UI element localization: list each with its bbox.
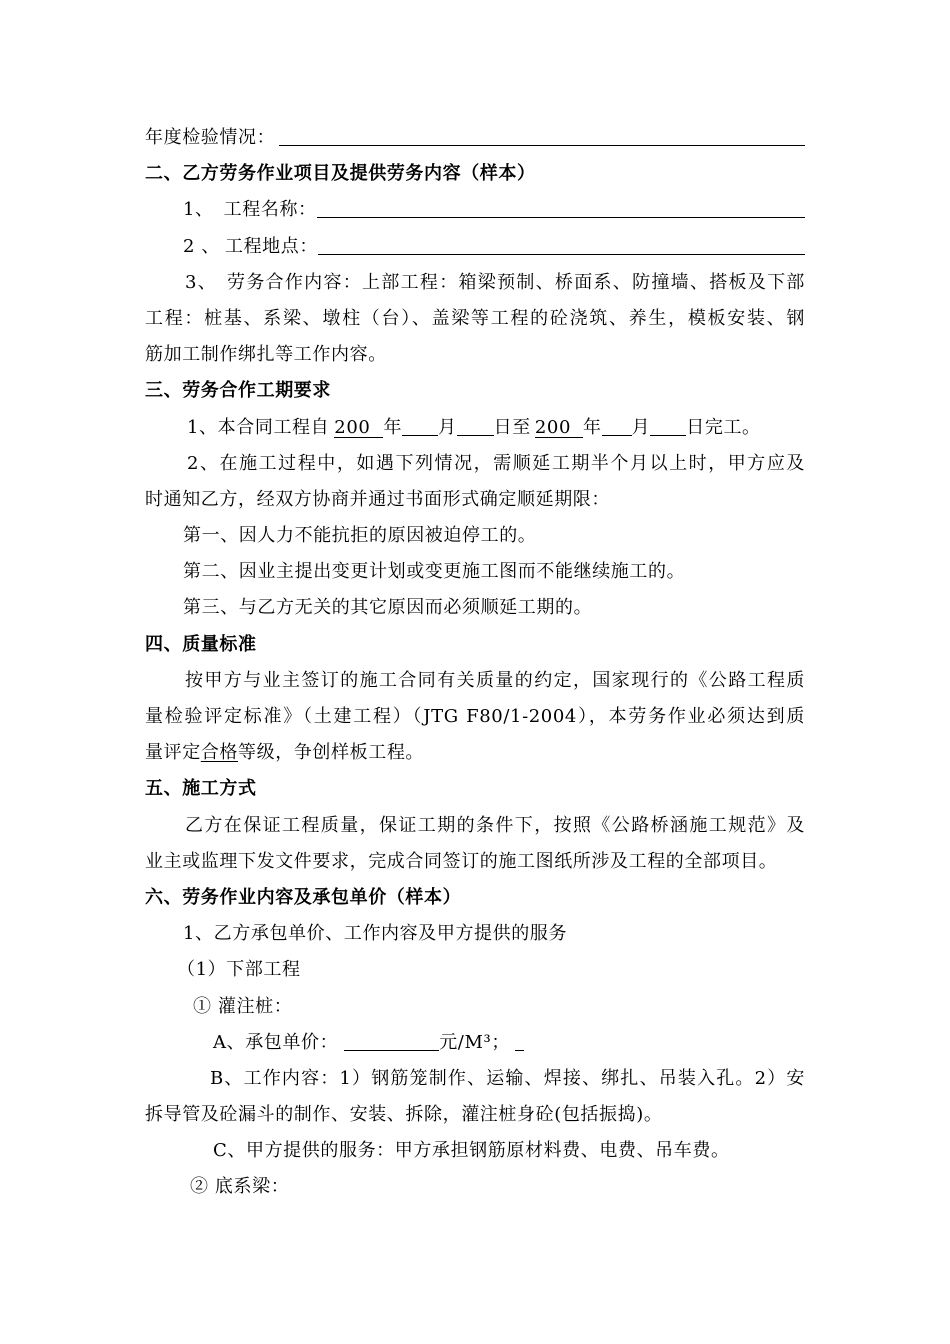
- bored-pile-unit-price-row: [145, 1025, 805, 1061]
- quality-text-after: 等级，争创样板工程。: [238, 742, 425, 764]
- end-month-blank: [602, 435, 632, 436]
- start-year-unit: 年: [383, 416, 403, 438]
- extension-clause-line-1: 2、在施工过程中，如遇下列情况，需顺延工期半个月以上时，甲方应及: [187, 452, 805, 474]
- bottom-tie-beam-title: ② 底系梁：: [190, 1176, 290, 1198]
- start-month-blank: [402, 435, 438, 436]
- quality-standard-line-1: 按甲方与业主签订的施工合同有关质量的约定，国家现行的《公路工程质: [185, 669, 805, 691]
- start-year-value: 200: [334, 419, 383, 438]
- unit-price-trailing-blank: [515, 1050, 524, 1051]
- annual-inspection-blank: [279, 120, 805, 146]
- bored-pile-work-content-line-2: 拆导管及砼漏斗的制作、安装、拆除，灌注桩身砼(包括振捣)。: [145, 1104, 663, 1126]
- project-name-blank: [317, 192, 805, 218]
- contract-period-clause: [145, 410, 805, 446]
- quality-text-before: 量评定: [145, 742, 201, 764]
- project-location-label: 工程地点：: [224, 235, 318, 257]
- project-name-row: [145, 192, 805, 228]
- end-year-value: 200: [535, 419, 583, 438]
- extension-case-3: 第三、与乙方无关的其它原因而必须顺延工期的。: [183, 597, 593, 619]
- annual-inspection-row: [145, 120, 805, 156]
- bored-pile-work-content-line-1: B、工作内容：1）钢筋笼制作、运输、焊接、绑扎、吊装入孔。2）安: [210, 1067, 805, 1089]
- period-suffix: 日完工。: [686, 416, 761, 438]
- annual-inspection-label: 年度检验情况：: [145, 127, 276, 148]
- cooperation-content-line-1: [145, 265, 805, 301]
- section-5-heading: 五、施工方式: [145, 778, 257, 800]
- extension-clause-line-2: 时通知乙方，经双方协商并通过书面形式确定顺延期限：: [145, 488, 610, 510]
- project-name-number: 1、: [183, 199, 214, 221]
- cooperation-content-text: 劳务合作内容：上部工程：箱梁预制、桥面系、防撞墙、搭板及下部: [227, 271, 805, 293]
- project-name-label: 工程名称：: [223, 199, 317, 221]
- project-location-row: [145, 229, 805, 265]
- quality-standard-line-2: 量检验评定标准》（土建工程）（JTG F80/1-2004），本劳务作业必须达到质: [145, 706, 805, 727]
- unit-price-item-1: 1、乙方承包单价、工作内容及甲方提供的服务: [183, 923, 568, 945]
- end-year-unit: 年: [583, 416, 602, 438]
- cooperation-content-line-2: 工程：桩基、系梁、墩柱（台）、盖梁等工程的砼浇筑、养生，模板安装、钢: [145, 307, 805, 329]
- construction-method-line-1: 乙方在保证工程质量，保证工期的条件下，按照《公路桥涵施工规范》及: [185, 814, 805, 836]
- unit-price-unit: 元/M³: [439, 1031, 492, 1053]
- start-day-blank: [457, 435, 494, 436]
- unit-price-label: A、承包单价：: [213, 1031, 339, 1053]
- end-month-unit: 月: [631, 416, 651, 438]
- project-location-blank: [318, 229, 805, 255]
- section-6-heading: 六、劳务作业内容及承包单价（样本）: [145, 886, 462, 908]
- bored-pile-title: ① 灌注桩：: [193, 995, 293, 1017]
- period-to-text: 日至: [493, 416, 531, 438]
- end-day-blank: [650, 435, 686, 436]
- start-month-unit: 月: [438, 416, 457, 438]
- cooperation-content-line-3: 筋加工制作绑扎等工作内容。: [145, 344, 387, 366]
- unit-price-blank: [344, 1050, 439, 1051]
- construction-method-line-2: 业主或监理下发文件要求，完成合同签订的施工图纸所涉及工程的全部项目。: [145, 850, 778, 872]
- unit-price-semicolon: ；: [491, 1031, 510, 1053]
- extension-case-2: 第二、因业主提出变更计划或变更施工图而不能继续施工的。: [183, 561, 686, 583]
- quality-grade: 合格: [200, 742, 239, 764]
- period-prefix: 1、本合同工程自: [187, 416, 330, 438]
- extension-case-1: 第一、因人力不能抗拒的原因被迫停工的。: [183, 525, 537, 547]
- section-2-heading: 二、乙方劳务作业项目及提供劳务内容（样本）: [145, 163, 536, 185]
- project-location-number: 2 、: [183, 235, 220, 257]
- section-3-heading: 三、劳务合作工期要求: [145, 380, 331, 402]
- section-4-heading: 四、质量标准: [145, 633, 257, 655]
- bored-pile-services: C、甲方提供的服务：甲方承担钢筋原材料费、电费、吊车费。: [213, 1140, 730, 1162]
- cooperation-content-number: 3、: [185, 271, 218, 293]
- substructure-heading: （1）下部工程: [177, 959, 301, 981]
- quality-standard-line-3: [145, 735, 805, 771]
